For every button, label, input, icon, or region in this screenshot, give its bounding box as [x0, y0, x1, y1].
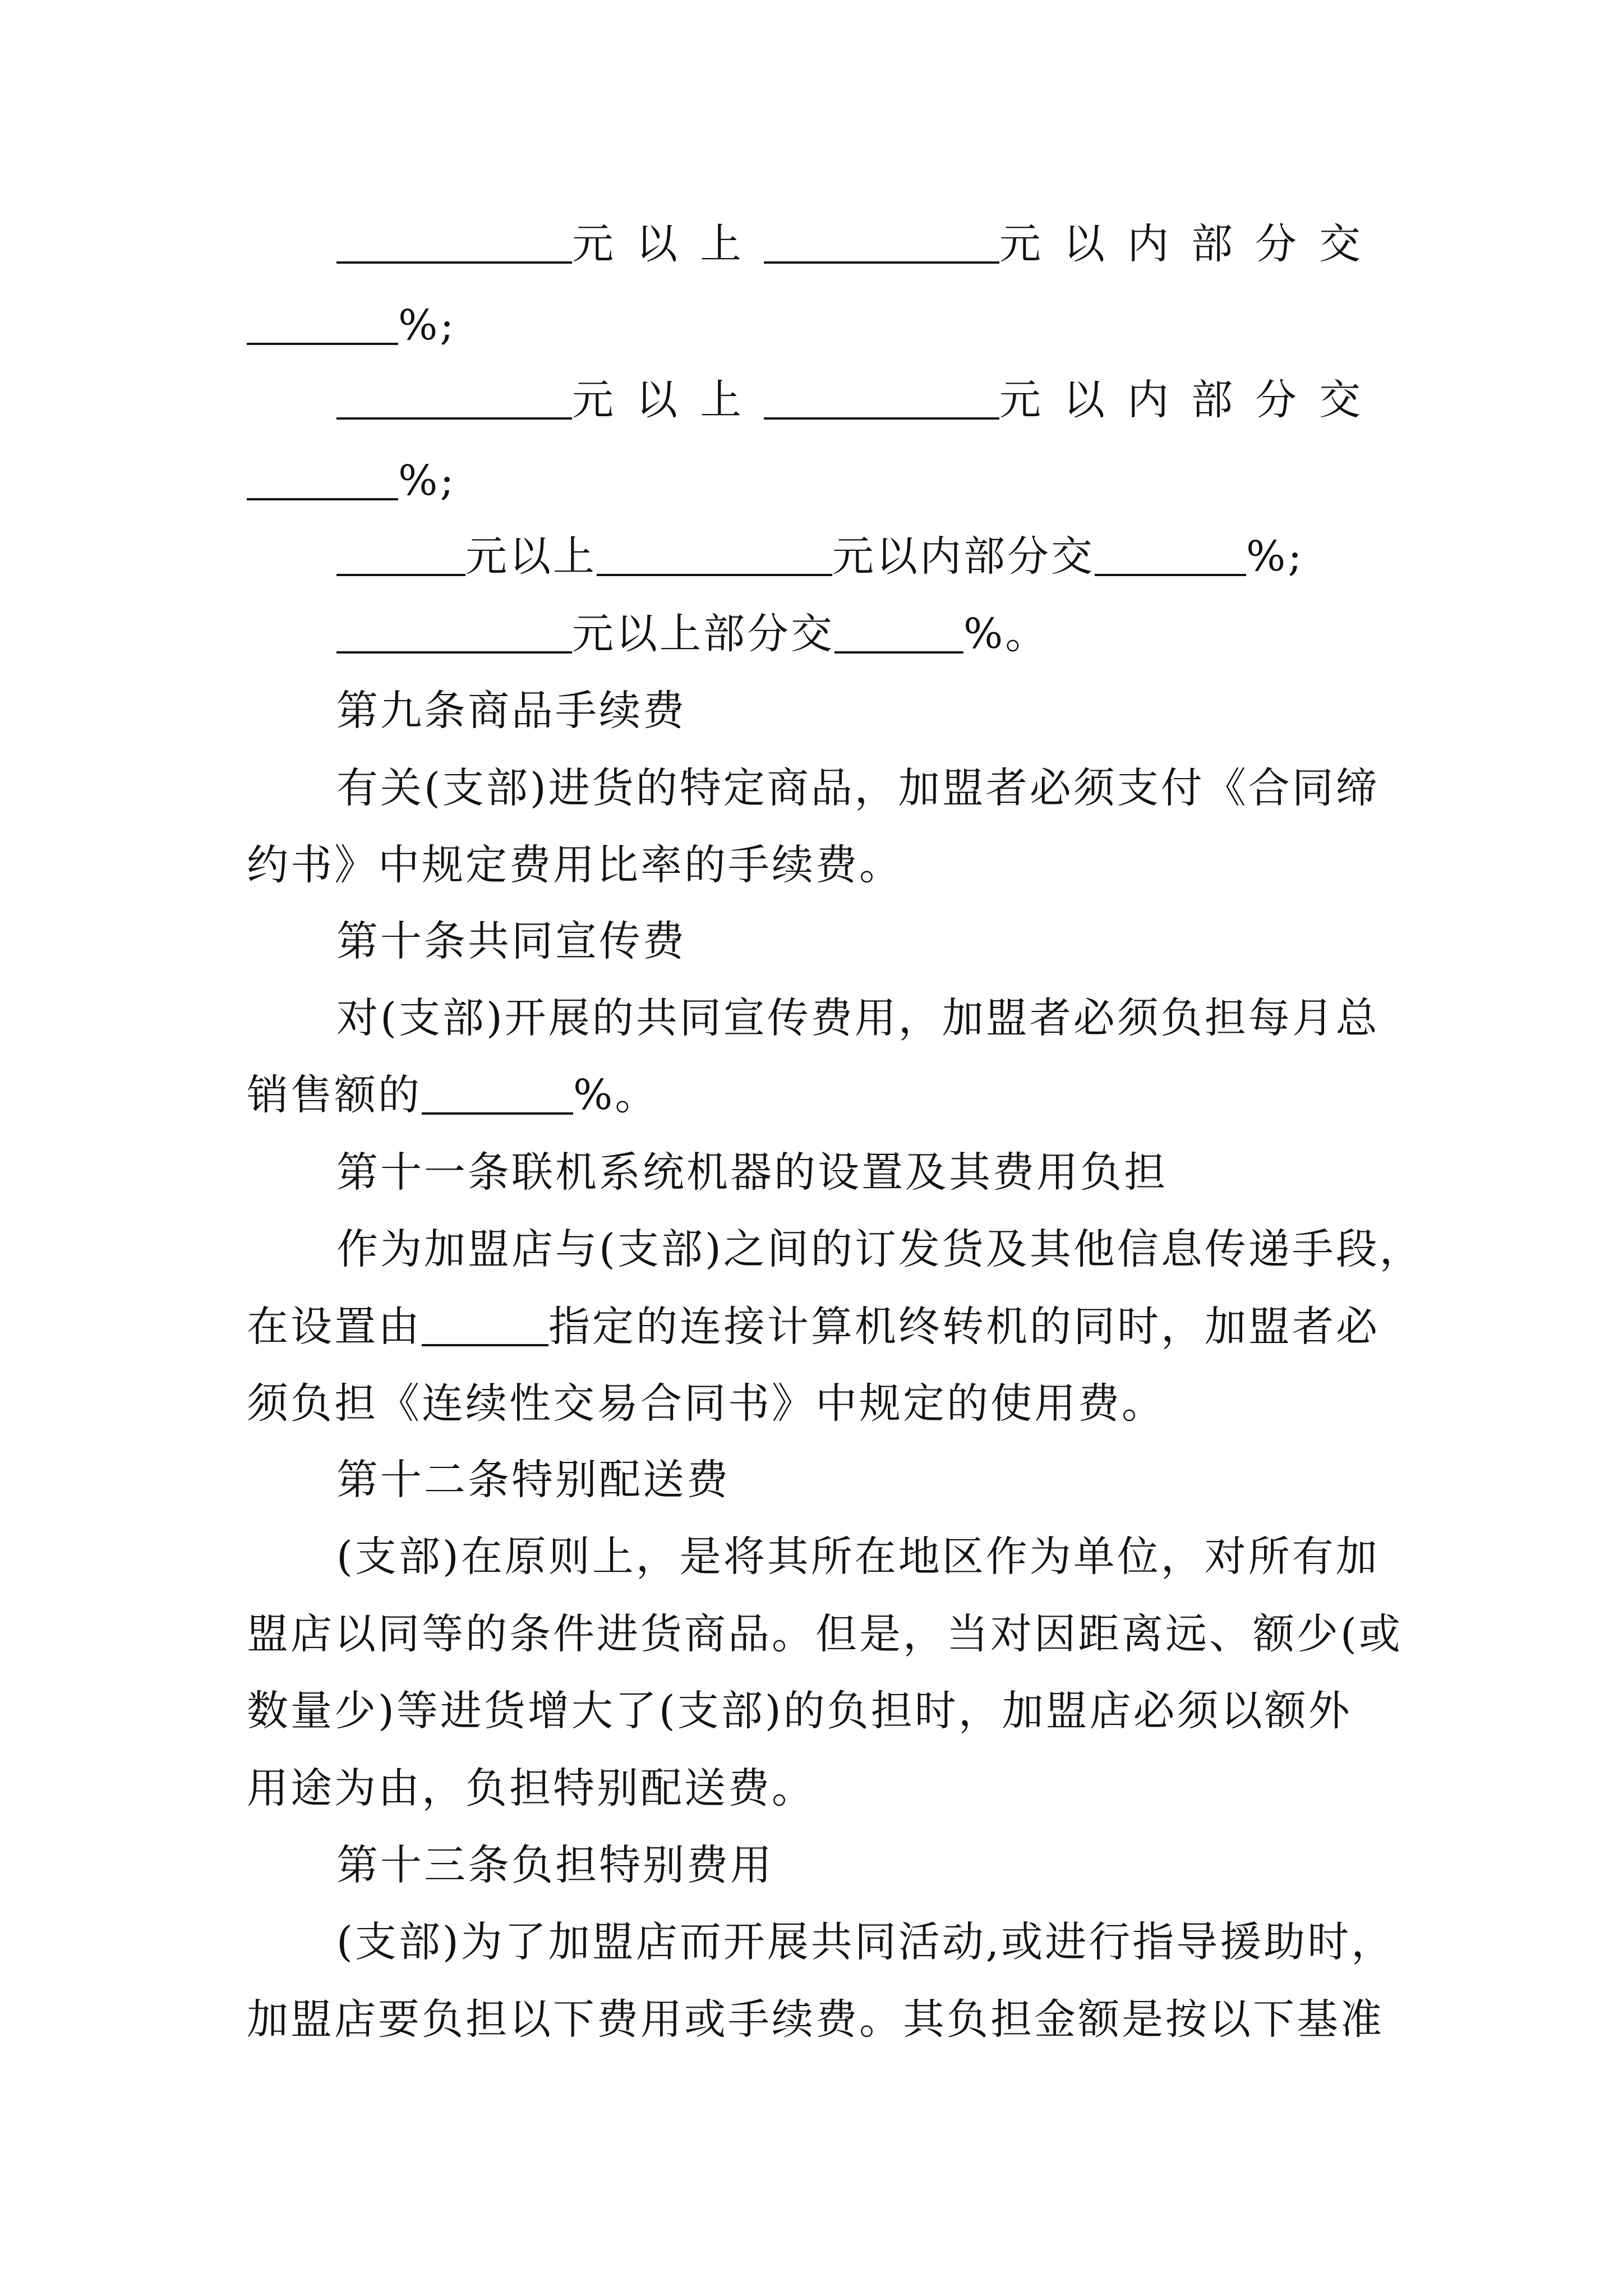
- article-10-line-2: [247, 1053, 1380, 1137]
- tier-pct-text: %;: [398, 301, 457, 349]
- article-12-line-4: 用途为由，负担特别配送费。: [247, 1764, 815, 1812]
- blank-field[interactable]: [764, 380, 999, 420]
- blank-field[interactable]: [422, 1075, 573, 1115]
- tier-row-1-pct-line: [247, 283, 1380, 367]
- tier-above-text: 元以上: [572, 220, 764, 268]
- article-11-line-3: 须负担《连续性交易合同书》中规定的使用费。: [247, 1379, 1165, 1428]
- blank-field[interactable]: [336, 224, 572, 264]
- article-11-line-1: 作为加盟店与(支部)之间的订发货及其他信息传递手段，: [336, 1225, 1423, 1273]
- tier-within-text: 元以内部分交: [832, 532, 1095, 581]
- tier-above-text: 元以上部分交: [572, 610, 834, 658]
- article-10-text-b: %。: [573, 1071, 659, 1119]
- blank-field[interactable]: [422, 1307, 548, 1346]
- tier-row-4: [336, 592, 1380, 676]
- article-11-line-2: [247, 1285, 1380, 1369]
- article-10-line-1: 对(支部)开展的共同宣传费用，加盟者必须负担每月总: [336, 994, 1380, 1042]
- blank-field[interactable]: [336, 614, 572, 654]
- article-9-title: 第九条商品手续费: [336, 687, 686, 735]
- tier-pct-text: %;: [398, 457, 457, 505]
- article-13-line-2: 加盟店要负担以下费用或手续费。其负担金额是按以下基准: [247, 1995, 1384, 2044]
- tier-above-text: 元以上: [572, 376, 764, 424]
- blank-field[interactable]: [247, 306, 398, 345]
- article-9-line-1: 有关(支部)进货的特定商品，加盟者必须支付《合同缔: [336, 764, 1380, 812]
- article-12-title: 第十二条特别配送费: [336, 1456, 730, 1504]
- tier-row-2-pct-line: [247, 439, 1380, 523]
- blank-field[interactable]: [247, 461, 398, 500]
- blank-field[interactable]: [834, 614, 963, 654]
- tier-pct-text: %。: [963, 610, 1049, 658]
- tier-pct-text: %;: [1246, 532, 1304, 581]
- article-12-line-1: (支部)在原则上，是将其所在地区作为单位，对所有加: [336, 1533, 1380, 1581]
- article-12-line-2: 盟店以同等的条件进货商品。但是，当对因距离远、额少(或: [247, 1610, 1403, 1658]
- blank-field[interactable]: [597, 537, 832, 576]
- article-10-title: 第十条共同宣传费: [336, 917, 686, 965]
- tier-within-text: 元以内部分交: [999, 220, 1383, 268]
- article-9-line-2: 约书》中规定费用比率的手续费。: [247, 841, 903, 889]
- article-11-text-b: 指定的连接计算机终转机的同时，加盟者必: [548, 1303, 1380, 1351]
- article-11-title: 第十一条联机系统机器的设置及其费用负担: [336, 1148, 1168, 1197]
- blank-field[interactable]: [336, 380, 572, 420]
- article-13-title: 第十三条负担特别费用: [336, 1841, 774, 1889]
- tier-within-text: 元以内部分交: [999, 376, 1383, 424]
- article-11-text-a: 在设置由: [247, 1303, 422, 1351]
- tier-above-text: 元以上: [465, 532, 597, 581]
- tier-row-2: [336, 358, 1383, 442]
- tier-row-1: [336, 202, 1383, 286]
- blank-field[interactable]: [764, 224, 999, 264]
- article-12-line-3: 数量少)等进货增大了(支部)的负担时，加盟店必须以额外: [247, 1687, 1352, 1735]
- article-10-text-a: 销售额的: [247, 1071, 422, 1119]
- blank-field[interactable]: [336, 537, 465, 576]
- blank-field[interactable]: [1095, 537, 1246, 576]
- tier-row-3: [336, 514, 1380, 599]
- article-13-line-1: (支部)为了加盟店而开展共同活动,或进行指导援助时，: [336, 1918, 1395, 1966]
